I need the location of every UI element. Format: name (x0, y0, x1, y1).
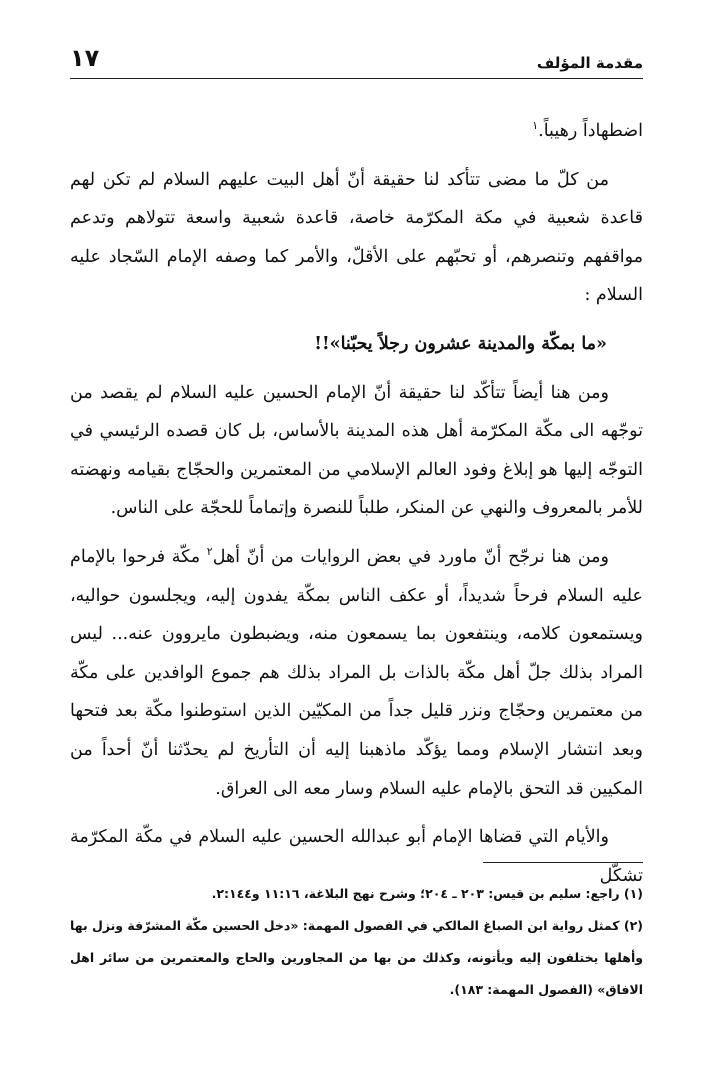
running-header (70, 38, 643, 79)
footnote-marker-1: ١ (532, 119, 539, 133)
paragraph-continuation-text: اضطهاداً رهيباً. (538, 121, 643, 141)
footnote-1: (١) راجع: سليم بن قيس: ٢٠٣ ـ ٢٠٤؛ وشرح نهج البلاغة، ١١:١٦ و٢:١٤٤. (211, 886, 643, 901)
paragraph-4: والأيام التي قضاها الإمام أبو عبدالله الحسين عليه السلام في مكّة المكرّمة تشكّل (70, 827, 643, 886)
main-text (70, 112, 643, 895)
paragraph-3-start: ومن هنا نرجّح أنّ ماورد في بعض الروايات من أنّ أهل (212, 546, 609, 567)
footnote-marker-2: ٢ (206, 545, 213, 559)
paragraph-3 (70, 538, 643, 808)
paragraph-continuation (70, 112, 643, 151)
paragraph-1: من كلّ ما مضى تتأكد لنا حقيقة أنّ أهل البيت عليهم السلام لم تكن لهم قاعدة شعبية في مكة المكرّمة خاصة، قاعدة شعبية واسعة تتولاهم وتدعم مواقفهم وتنصرهم، أو تحبّهم على الأقلّ، والأمر كما وصفه الإمام السّجاد عليه السلام : (70, 169, 643, 306)
footnote-divider (483, 862, 643, 863)
chapter-title: مقدمة المؤلف (536, 54, 643, 72)
footnotes (70, 878, 643, 1006)
page-number: ١٧ (70, 44, 100, 72)
footnote-2: (٢) كمثل رواية ابن الصباغ المالكي في الفصول المهمة: «دخل الحسين مكّة المشرّفة ونزل بها وأهلها يختلفون إليه ويأتونه، وكذلك من بها من المجاورين والحاج والمعتمرين من سائر اهل الافاق» (الفصول المهمة: ١٨٣). (70, 918, 643, 997)
paragraph-2: ومن هنا أيضاً تتأكّد لنا حقيقة أنّ الإمام الحسين عليه السلام لم يقصد من توجّهه الى مكّة المكرّمة أهل هذه المدينة بالأساس، بل كان قصده الرئيسي في التوجّه إليها هو إبلاغ وفود العالم الإسلامي من المعتمرين والحجّاج بقيامه ونهضته للأمر بالمعروف والنهي عن المنكر، طلباً للنصرة وإتماماً للحجّة على الناس. (70, 382, 643, 519)
paragraph-3-rest: مكّة فرحوا بالإمام عليه السلام فرحاً شديداً، أو عكف الناس بمكّة يفدون إليه، ويجلسون حواليه، ويستمعون كلامه، وينتفعون بما يسمعون منه، ويضبطون مايروون عنه... ليس المراد بذلك جلّ أهل مكّة بالذات بل المراد بذلك هم جموع الوافدين على مكّة من معتمرين وحجّاج ونزر قليل جداً من المكيّين الذين استوطنوا مكّة بعد فتحها وبعد انتشار الإسلام ومما يؤكّد ماذهبنا إليه أن التأريخ لم يحدّثنا أنّ أحداً من المكيين قد التحق بالإمام عليه السلام وسار معه الى العراق. (70, 546, 643, 799)
quotation: «ما بمكّة والمدينة عشرون رجلاً يحبّنا»!! (314, 333, 607, 354)
